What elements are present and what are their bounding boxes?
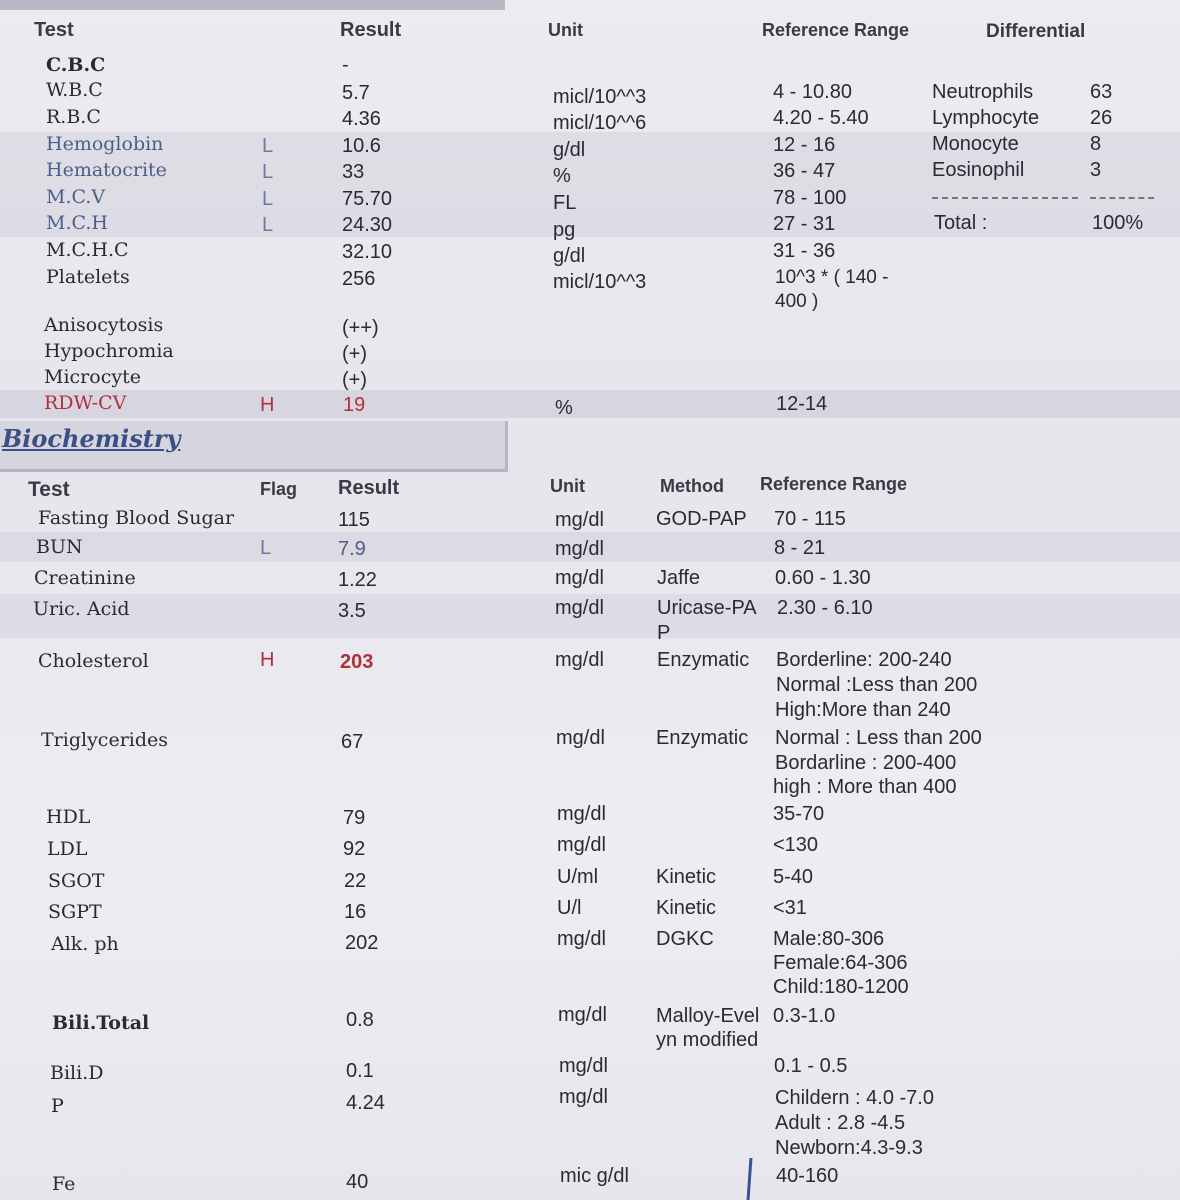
diff-divider bbox=[932, 197, 1078, 199]
morph-name: Microcyte bbox=[44, 366, 141, 388]
bio-row-name: Triglycerides bbox=[41, 729, 169, 751]
bio-row-range: Normal : Less than 200 bbox=[775, 727, 982, 749]
shaded-band bbox=[0, 390, 1180, 418]
cbc-row-flag: L bbox=[262, 135, 274, 157]
bio-row-result: 203 bbox=[340, 651, 374, 673]
cbc-row-flag: L bbox=[262, 214, 274, 236]
bio-row-range: 70 - 115 bbox=[774, 508, 846, 530]
bio-row-name: Bili.D bbox=[50, 1062, 104, 1084]
morph-name: Hypochromia bbox=[44, 340, 174, 362]
cbc-section-result: - bbox=[342, 54, 349, 76]
bio-row-name: Fe bbox=[52, 1173, 76, 1195]
cbc-row-unit: micl/10^^3 bbox=[553, 271, 647, 293]
diff-value: 8 bbox=[1090, 133, 1102, 155]
cbc-row-name: Hematocrite bbox=[46, 159, 167, 181]
cbc-row-range: 4.20 - 5.40 bbox=[773, 107, 869, 129]
bio-header-unit: Unit bbox=[550, 476, 585, 496]
cbc-row-range: 36 - 47 bbox=[773, 160, 836, 182]
bio-row-unit: U/l bbox=[557, 897, 582, 919]
bio-row-name: LDL bbox=[47, 838, 88, 860]
bio-row-flag: H bbox=[260, 649, 275, 671]
diff-name: Eosinophil bbox=[932, 159, 1025, 181]
cbc-row-result: 10.6 bbox=[342, 135, 381, 157]
bio-row-unit: mg/dl bbox=[555, 597, 604, 619]
bio-row-unit: mg/dl bbox=[558, 1004, 607, 1026]
cbc-row-range: 78 - 100 bbox=[773, 187, 847, 209]
cbc-row-range: 10^3 * ( 140 - bbox=[775, 267, 889, 288]
cbc-row-unit: g/dl bbox=[553, 245, 586, 267]
bio-row-name: HDL bbox=[46, 806, 91, 828]
bio-row-unit: mg/dl bbox=[557, 803, 606, 825]
morph-result: (+) bbox=[342, 343, 367, 365]
bio-row-unit: mg/dl bbox=[559, 1055, 608, 1077]
cbc-row-result: 24.30 bbox=[342, 214, 393, 236]
bio-row-method-line2: P bbox=[657, 622, 671, 644]
diff-name: Neutrophils bbox=[932, 81, 1034, 103]
bio-row-result: 0.8 bbox=[346, 1009, 374, 1031]
bio-row-unit: mg/dl bbox=[555, 509, 604, 531]
bio-row-range: 0.1 - 0.5 bbox=[774, 1055, 848, 1077]
bio-row-result: 40 bbox=[346, 1171, 369, 1193]
top-divider-bar bbox=[0, 0, 505, 10]
bio-row-result: 67 bbox=[341, 731, 364, 753]
cbc-row-name: M.C.H.C bbox=[46, 239, 129, 261]
diff-value: 3 bbox=[1090, 159, 1102, 181]
bio-row-method: Uricase-PA bbox=[657, 597, 757, 619]
diff-name: Lymphocyte bbox=[932, 107, 1040, 129]
bio-row-range: Female:64-306 bbox=[773, 952, 908, 974]
bio-row-method: Jaffe bbox=[657, 567, 700, 589]
cbc-row-result: 5.7 bbox=[342, 82, 370, 104]
cbc-row-result: 4.36 bbox=[342, 108, 381, 130]
bio-row-result: 4.24 bbox=[346, 1092, 385, 1114]
bio-row-range: 0.60 - 1.30 bbox=[775, 567, 871, 589]
bio-row-result: 22 bbox=[344, 870, 367, 892]
diff-total-label: Total : bbox=[934, 212, 988, 234]
bio-header-result: Result bbox=[338, 477, 400, 499]
bio-row-unit: mg/dl bbox=[557, 834, 606, 856]
morph-name: Anisocytosis bbox=[44, 314, 164, 336]
bio-row-result: 92 bbox=[343, 838, 366, 860]
cbc-row-result: 33 bbox=[342, 161, 365, 183]
cbc-row-range: 4 - 10.80 bbox=[773, 81, 852, 103]
diff-value: 26 bbox=[1090, 107, 1113, 129]
bio-row-unit: mic g/dl bbox=[560, 1165, 629, 1187]
bio-row-method: Enzymatic bbox=[656, 727, 749, 749]
bio-row-result: 0.1 bbox=[346, 1060, 374, 1082]
cbc-row-unit: % bbox=[553, 165, 571, 187]
bio-row-range: Normal :Less than 200 bbox=[776, 674, 978, 696]
bio-row-unit: mg/dl bbox=[555, 538, 604, 560]
bio-header-test: Test bbox=[28, 478, 70, 501]
cbc-row-result: 32.10 bbox=[342, 241, 393, 263]
bio-row-unit: mg/dl bbox=[556, 727, 605, 749]
morph-result: (+) bbox=[342, 369, 367, 391]
cbc-row-result: 75.70 bbox=[342, 188, 393, 210]
cbc-header-result: Result bbox=[340, 19, 402, 41]
bio-row-result: 16 bbox=[344, 901, 367, 923]
bio-header-method: Method bbox=[660, 476, 724, 496]
cbc-row-range: 27 - 31 bbox=[773, 213, 836, 235]
diff-total-value: 100% bbox=[1092, 212, 1144, 234]
bio-row-unit: mg/dl bbox=[559, 1086, 608, 1108]
bio-row-range: Male:80-306 bbox=[773, 928, 885, 950]
bio-row-method: Kinetic bbox=[656, 897, 717, 919]
cbc-row-unit: micl/10^^3 bbox=[553, 86, 647, 108]
rdw-flag: H bbox=[260, 394, 275, 416]
biochemistry-title: Biochemistry bbox=[2, 424, 181, 453]
bio-row-name: P bbox=[51, 1095, 64, 1117]
rdw-result: 19 bbox=[343, 394, 366, 416]
morph-result: (++) bbox=[342, 317, 379, 339]
bio-row-range: High:More than 240 bbox=[775, 699, 951, 721]
bio-row-name: Creatinine bbox=[34, 567, 136, 589]
cbc-row-name: W.B.C bbox=[46, 79, 103, 101]
cbc-header-differential: Differential bbox=[986, 21, 1086, 42]
bio-header-range: Reference Range bbox=[760, 474, 908, 494]
bio-row-name: Bili.Total bbox=[52, 1012, 150, 1034]
cbc-row-unit: micl/10^^6 bbox=[553, 112, 647, 134]
bio-row-name: Alk. ph bbox=[51, 933, 119, 955]
bio-row-range: <31 bbox=[773, 897, 807, 919]
cbc-row-range: 12 - 16 bbox=[773, 134, 836, 156]
cbc-row-result: 256 bbox=[342, 268, 376, 290]
bio-row-range: 35-70 bbox=[773, 803, 825, 825]
bio-row-range: Borderline: 200-240 bbox=[776, 649, 952, 671]
bio-row-name: BUN bbox=[36, 536, 83, 558]
bio-header-flag: Flag bbox=[260, 479, 298, 499]
cbc-row-name: M.C.H bbox=[46, 212, 108, 234]
cbc-row-name: Platelets bbox=[46, 266, 130, 288]
cbc-row-unit: pg bbox=[553, 219, 576, 241]
cbc-header-test: Test bbox=[34, 19, 74, 41]
bio-row-range: high : More than 400 bbox=[773, 776, 957, 798]
bio-row-range: Adult : 2.8 -4.5 bbox=[775, 1112, 906, 1134]
cbc-row-flag: L bbox=[262, 161, 274, 183]
cbc-row-name: M.C.V bbox=[46, 186, 106, 208]
bio-row-range: Childern : 4.0 -7.0 bbox=[775, 1087, 934, 1109]
bio-row-range: 8 - 21 bbox=[774, 537, 826, 559]
cbc-row-flag: L bbox=[262, 188, 274, 210]
cbc-header-unit: Unit bbox=[548, 20, 583, 40]
bio-row-unit: mg/dl bbox=[557, 928, 606, 950]
cbc-row-unit: FL bbox=[553, 192, 577, 214]
rdw-name: RDW-CV bbox=[44, 392, 127, 414]
bio-row-range: Newborn:4.3-9.3 bbox=[775, 1137, 923, 1159]
bio-row-method: GOD-PAP bbox=[656, 508, 747, 530]
bio-row-range: 5-40 bbox=[773, 866, 814, 888]
bio-row-name: Uric. Acid bbox=[33, 598, 130, 620]
cbc-row-name: R.B.C bbox=[46, 106, 101, 128]
bio-row-result: 7.9 bbox=[338, 538, 366, 560]
bio-row-method: DGKC bbox=[656, 928, 714, 950]
bio-row-range: Bordarline : 200-400 bbox=[775, 752, 957, 774]
bio-row-method: Enzymatic bbox=[657, 649, 750, 671]
bio-row-name: Fasting Blood Sugar bbox=[38, 507, 235, 529]
bio-row-name: Cholesterol bbox=[38, 650, 149, 672]
diff-value: 63 bbox=[1090, 81, 1113, 103]
bio-row-unit: mg/dl bbox=[555, 567, 604, 589]
bio-row-flag: L bbox=[260, 537, 272, 559]
bio-row-name: SGOT bbox=[48, 870, 105, 892]
bio-row-result: 3.5 bbox=[338, 600, 366, 622]
bio-row-unit: U/ml bbox=[557, 866, 599, 888]
bio-row-result: 202 bbox=[345, 932, 379, 954]
diff-divider bbox=[1090, 197, 1154, 199]
bio-row-range: 2.30 - 6.10 bbox=[777, 597, 873, 619]
rdw-range: 12-14 bbox=[776, 393, 828, 415]
cbc-section-title: C.B.C bbox=[46, 54, 106, 76]
cbc-row-name: Hemoglobin bbox=[46, 133, 164, 155]
bio-row-unit: mg/dl bbox=[555, 649, 604, 671]
bio-row-method: Malloy-Evel bbox=[656, 1005, 760, 1027]
bio-row-result: 115 bbox=[338, 509, 370, 531]
cbc-row-range: 31 - 36 bbox=[773, 240, 836, 262]
bio-row-range: 40-160 bbox=[776, 1165, 839, 1187]
cbc-header-range: Reference Range bbox=[762, 20, 910, 40]
bio-row-range: Child:180-1200 bbox=[773, 976, 909, 998]
bio-row-range: <130 bbox=[773, 834, 819, 856]
diff-name: Monocyte bbox=[932, 133, 1019, 155]
bio-row-result: 79 bbox=[343, 807, 366, 829]
cbc-row-range-line2: 400 ) bbox=[775, 291, 819, 312]
bio-row-range: 0.3-1.0 bbox=[773, 1005, 836, 1027]
bio-row-result: 1.22 bbox=[338, 569, 377, 591]
bio-row-method-line2: yn modified bbox=[656, 1029, 759, 1051]
cbc-row-unit: g/dl bbox=[553, 139, 586, 161]
bio-row-method: Kinetic bbox=[656, 866, 717, 888]
rdw-unit: % bbox=[555, 397, 573, 419]
bio-row-name: SGPT bbox=[48, 901, 102, 923]
